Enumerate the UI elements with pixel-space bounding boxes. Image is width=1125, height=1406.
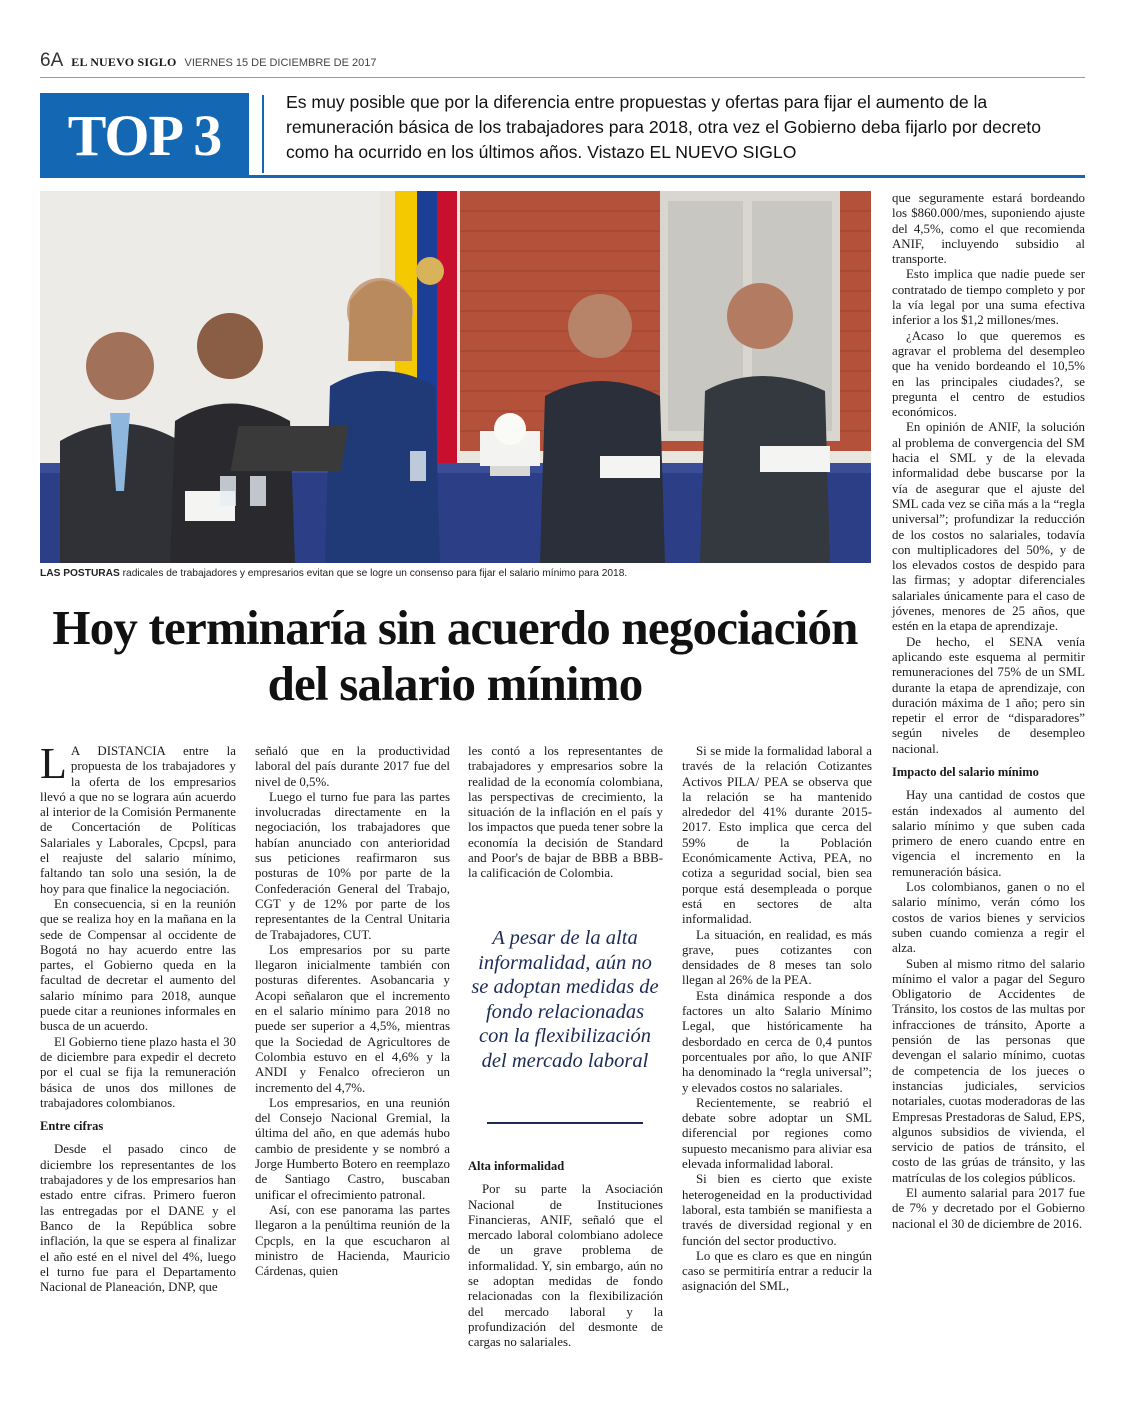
subheading-impacto: Impacto del salario mínimo (892, 764, 1039, 779)
meeting-photo (40, 191, 871, 563)
paragraph: Desde el pasado cinco de diciembre los representantes de los trabajadores y de los empresarios han estado entre cifras. Primero fueron las entregadas por el DANE y el Banco de la República sobre inflación, la que se espera al finalizar el año esté en el nivel del 4%, luego el turno fue para el Departamento Nacional de Planeación, DNP, que (40, 1142, 236, 1295)
article-headline: Hoy terminaría sin acuerdo negociación del salario mínimo (52, 600, 858, 711)
paragraph: Esto implica que nadie puede ser contratado de tiempo completo y por la vía legal por una suma efectiva inferior a los $1,2 millones/mes. (892, 267, 1085, 328)
paragraph: Esta dinámica responde a dos factores un alto Salario Mínimo Legal, que históricamente ha desbordado en cerca de 0,4 puntos porcentuales por año, lo que ANIF ha denominado la “regla universal”; y elevados costos no salariales. (682, 988, 872, 1095)
top3-label: TOP 3 (67, 103, 222, 168)
top3-underline (249, 175, 1085, 178)
lead-paragraph: L A DISTANCIA entre la propuesta de los trabajadores y la oferta de los empresarios llevó a que no se lograra aún acuerdo al interior de la Comisión Permanente de Concertación de Políticas Salariales y Laborales, Cpcpsl, para el reajuste del salario mínimo, faltando tan solo una sesión, la de hoy para que finalice la negociación. (40, 739, 236, 896)
paragraph: Hay una cantidad de costos que están indexados al aumento del salario mínimo y que suben cada primero de enero cuando entre en vigencia el incremento en la remuneración básica. (892, 788, 1085, 879)
paragraph: Si se mide la formalidad laboral a través de la relación Cotizantes Activos PILA/ PEA se observa que la relación se ha mantenido alrededor del 41% durante 2015-2017. Esto implica que cerca del 59% de la Población Económicamente Activa, PEA, no cotiza a seguridad social, bien sea porque está desempleada o porque está en sectores de alta informalidad. (682, 744, 872, 927)
paragraph: que seguramente estará bordeando los $860.000/mes, suponiendo ajuste del 4,5%, como el que recomienda ANIF, incluyendo subsidio al transporte. (892, 191, 1085, 267)
paragraph: El aumento salarial para 2017 fue de 7% y decretado por el Gobierno nacional el 30 de diciembre de 2016. (892, 1186, 1085, 1231)
paragraph: Recientemente, se reabrió el debate sobre adoptar un SML diferencial por regiones como supuesto mecanismo para aliviar esa elevada informalidad laboral. (682, 1095, 872, 1172)
photo-caption (40, 568, 870, 579)
subheading-alta-informalidad: Alta informalidad (468, 1159, 565, 1173)
paragraph: De hecho, el SENA venía aplicando este esquema al permitir remuneraciones del 75% de un SML durante la etapa de aprendizaje, con duración máxima de 1 año; pero sin repetir el error de “disparadores” según niveles de desempleo nacional. (892, 634, 1085, 756)
paragraph: Por su parte la Asociación Nacional de Instituciones Financieras, ANIF, señaló que el mercado laboral colombiano adolece de un grave problema de informalidad. Y, sin embargo, aún no se adoptan medidas de fondo relacionadas con la flexibilización del mercado laboral y la profundización del desmonte de cargas no salariales. (468, 1182, 663, 1350)
top3-divider (262, 95, 264, 173)
article-column-5 (892, 191, 1085, 1232)
paragraph: El Gobierno tiene plazo hasta el 30 de diciembre para expedir el decreto por el cual se fija la remuneración básica de unos dos millones de trabajadores colombianos. (40, 1034, 236, 1110)
paragraph: Luego el turno fue para las partes involucradas directamente en la negociación, los trabajadores que habían anunciado con anterioridad sus peticiones reafirmaron sus posturas de 10% por parte de la Confederación General del Trabajo, CGT y de 12% por parte de los representantes de la Central Unitaria de Trabajadores, CUT. (255, 789, 450, 942)
paragraph: Suben al mismo ritmo del salario mínimo el valor a pagar del Seguro Obligatorio de Accidentes de Tránsito, los costos de las multas por infracciones de tránsito, Aporte a pensión de las personas que devengan el salario mínimo, cuotas de competencia de los jueces o instancias judiciales, servicios notariales, cuotas moderadoras de las Empresas Prestadoras de Salud, EPS, algunos subsidios de vivienda, el servicio de patios de tránsito, el costo de las grúas de tránsito, y las matrículas de los colegios públicos. (892, 956, 1085, 1185)
paragraph: les contó a los representantes de trabajadores y empresarios sobre la realidad de la economía colombiana, las perspectivas de crecimiento, la situación de la inflación en el país y los impactos que pueda tener sobre la economía la decisión de Standard and Poor's de bajar de BBB a BBB- la calificación de Colombia. (468, 744, 663, 881)
article-column-4 (682, 744, 872, 1295)
pull-quote: A pesar de la alta informalidad, aún no se adoptan medidas de fondo relacionadas con la flexibilización del mercado laboral (471, 927, 659, 1072)
article-column-1 (40, 739, 236, 1295)
pull-quote-rule (487, 1122, 643, 1124)
subheading-entre-cifras: Entre cifras (40, 1119, 104, 1134)
newspaper-name: EL NUEVO SIGLO (71, 55, 177, 69)
section-intro: Es muy posible que por la diferencia entre propuestas y ofertas para fijar el aumento de la remuneración básica de los trabajadores para 2018, otra vez el Gobierno deba fijarlo por decreto como ha ocurrido en los últimos años. Vistazo EL NUEVO SIGLO (286, 92, 1042, 162)
caption-text: radicales de trabajadores y empresarios evitan que se logre un consenso para fijar el salario mínimo para 2018. (119, 568, 628, 579)
paragraph: Así, con ese panorama las partes llegaron a la penúltima reunión de la Cpcpls, en la que escucharon al ministro de Hacienda, Mauricio Cárdenas, quien (255, 1202, 450, 1279)
article-column-2 (255, 744, 450, 1279)
top3-badge (40, 93, 249, 178)
page-number: 6A (40, 50, 64, 71)
header-rule (40, 77, 1085, 78)
article-column-3 (468, 744, 663, 882)
paragraph: Los empresarios por su parte llegaron inicialmente también con posturas diferentes. Asobancaria y Acopi señalaron que el incremento en el salario mínimo para 2018 no puede ser superior a 4,5%, mientras que la Sociedad de Agricultores de Colombia estuvo en el 4,6% y la ANDI y Fenalco ofrecieron un incremento del 4,7%. (255, 942, 450, 1095)
page-header (40, 50, 376, 74)
paragraph: En consecuencia, si en la reunión que se realiza hoy en la mañana en la sede de Compensar al occidente de Bogotá no hay acuerdo entre las partes, el Gobierno queda en la facultad de decretar el aumento del salario mínimo para 2018, aunque puede citar a reuniones informales en busca de un acuerdo. (40, 896, 236, 1034)
paragraph: En opinión de ANIF, la solución al problema de convergencia del SM hacia el SML y de la elevada informalidad debe buscarse por la vía de asegurar que el ajuste del SML cada vez se ciña más a la “regla universal”; profundizar la reducción de los costos no salariales, todavía con multiplicadores del 50%, y de los elevados costos de despido para las firmas; y adoptar diferenciales salariales únicamente para el caso de jóvenes, menores de 25 años, que estén en la etapa de aprendizaje. (892, 420, 1085, 634)
paragraph: Los empresarios, en una reunión del Consejo Nacional Gremial, la última del año, en que además hubo cambio de presidente y se nombró a Jorge Humberto Botero en reemplazo de Santiago Castro, buscaban unificar el ofrecimiento patronal. (255, 1095, 450, 1202)
drop-cap: L (40, 739, 67, 788)
paragraph: ¿Acaso lo que queremos es agravar el problema del desempleo que ha venido bordeando el 10,5% en las principales ciudades?, se pregunta el centro de estudios económicos. (892, 328, 1085, 420)
paragraph: La situación, en realidad, es más grave, pues cotizantes con densidades de 8 meses tan solo llegan al 26% de la PEA. (682, 927, 872, 988)
publication-date: VIERNES 15 DE DICIEMBRE DE 2017 (184, 57, 377, 69)
paragraph: Los colombianos, ganen o no el salario mínimo, verán cómo los costos de varios bienes y servicios suben cuando comienza a regir el alza. (892, 880, 1085, 956)
paragraph: Lo que es claro es que en ningún caso se permitiría entrar a reducir la asignación del SML, (682, 1248, 872, 1294)
article-column-3-lower (468, 1151, 663, 1351)
paragraph: Si bien es cierto que existe heterogeneidad en la productividad laboral, esta también se manifiesta a través de diversidad regional y en función del sector productivo. (682, 1172, 872, 1248)
caption-lead: LAS POSTURAS (40, 568, 120, 579)
paragraph: señaló que en la productividad laboral del país durante 2017 fue del nivel de 0,5%. (255, 744, 450, 789)
